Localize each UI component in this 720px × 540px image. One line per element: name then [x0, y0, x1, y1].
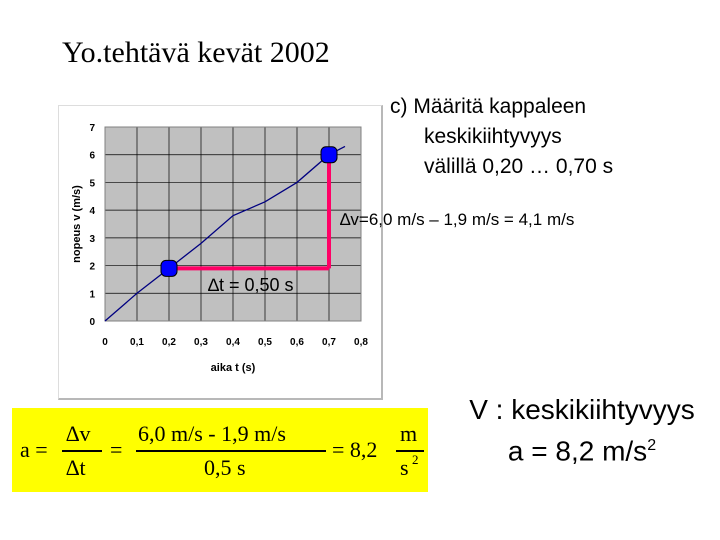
x-tick-label: 0,3 [194, 337, 208, 348]
y-tick-label: 0 [89, 317, 95, 328]
x-tick-label: 0,2 [162, 337, 176, 348]
delta-t-text: ∆t = 0,50 s [208, 275, 294, 295]
formula-eq2: = 8,2 [332, 437, 378, 462]
answer-line-1: V : keskikiihtyvyys [469, 394, 695, 425]
y-tick-label: 4 [89, 206, 95, 218]
x-tick-label: 0 [102, 337, 108, 348]
fraction-bar-2 [136, 450, 326, 452]
formula-den1: ∆t [66, 455, 86, 480]
formula-eq1: = [110, 437, 123, 462]
y-axis-label: nopeus v (m/s) [71, 185, 83, 263]
x-tick-label: 0,7 [322, 337, 336, 348]
y-tick-label: 2 [89, 261, 95, 273]
answer-exponent: 2 [647, 437, 657, 454]
task-line-2: keskikiihtyvyys [424, 125, 562, 148]
task-line-1: c) Määritä kappaleen [390, 95, 587, 118]
data-marker [161, 260, 177, 276]
answer-value: a = 8,2 m/s [507, 435, 648, 467]
answer-line-2 [452, 428, 712, 469]
x-tick-label: 0,4 [226, 337, 240, 348]
x-axis-label: aika t (s) [210, 362, 256, 374]
slide-title: Yo.tehtävä kevät 2002 [62, 36, 330, 69]
y-tick-label: 3 [89, 233, 95, 245]
formula-num2: 6,0 m/s - 1,9 m/s [138, 421, 286, 446]
formula-den2: 0,5 s [204, 455, 246, 480]
answer-text [452, 392, 712, 469]
formula-lhs: a = [20, 437, 48, 462]
formula-box [12, 408, 428, 492]
fraction-bar-1 [62, 450, 102, 452]
y-tick-label: 6 [89, 150, 95, 162]
x-tick-label: 0,1 [130, 337, 144, 348]
x-tick-label: 0,8 [354, 337, 368, 348]
formula-unit-exp: 2 [412, 452, 419, 467]
formula-unit-num: m [400, 421, 418, 446]
y-tick-label: 1 [89, 289, 95, 301]
fraction-bar-3 [396, 450, 424, 452]
x-tick-label: 0,5 [258, 337, 272, 348]
delta-v-text: ∆v=6,0 m/s – 1,9 m/s = 4,1 m/s [340, 210, 575, 229]
task-line-3: välillä 0,20 … 0,70 s [424, 155, 614, 178]
formula-unit-den: s [400, 455, 409, 480]
y-tick-label: 5 [89, 178, 95, 190]
y-tick-label: 7 [89, 123, 95, 134]
x-tick-label: 0,6 [290, 337, 304, 348]
data-marker [321, 147, 337, 163]
formula-num1: ∆v [66, 421, 91, 446]
